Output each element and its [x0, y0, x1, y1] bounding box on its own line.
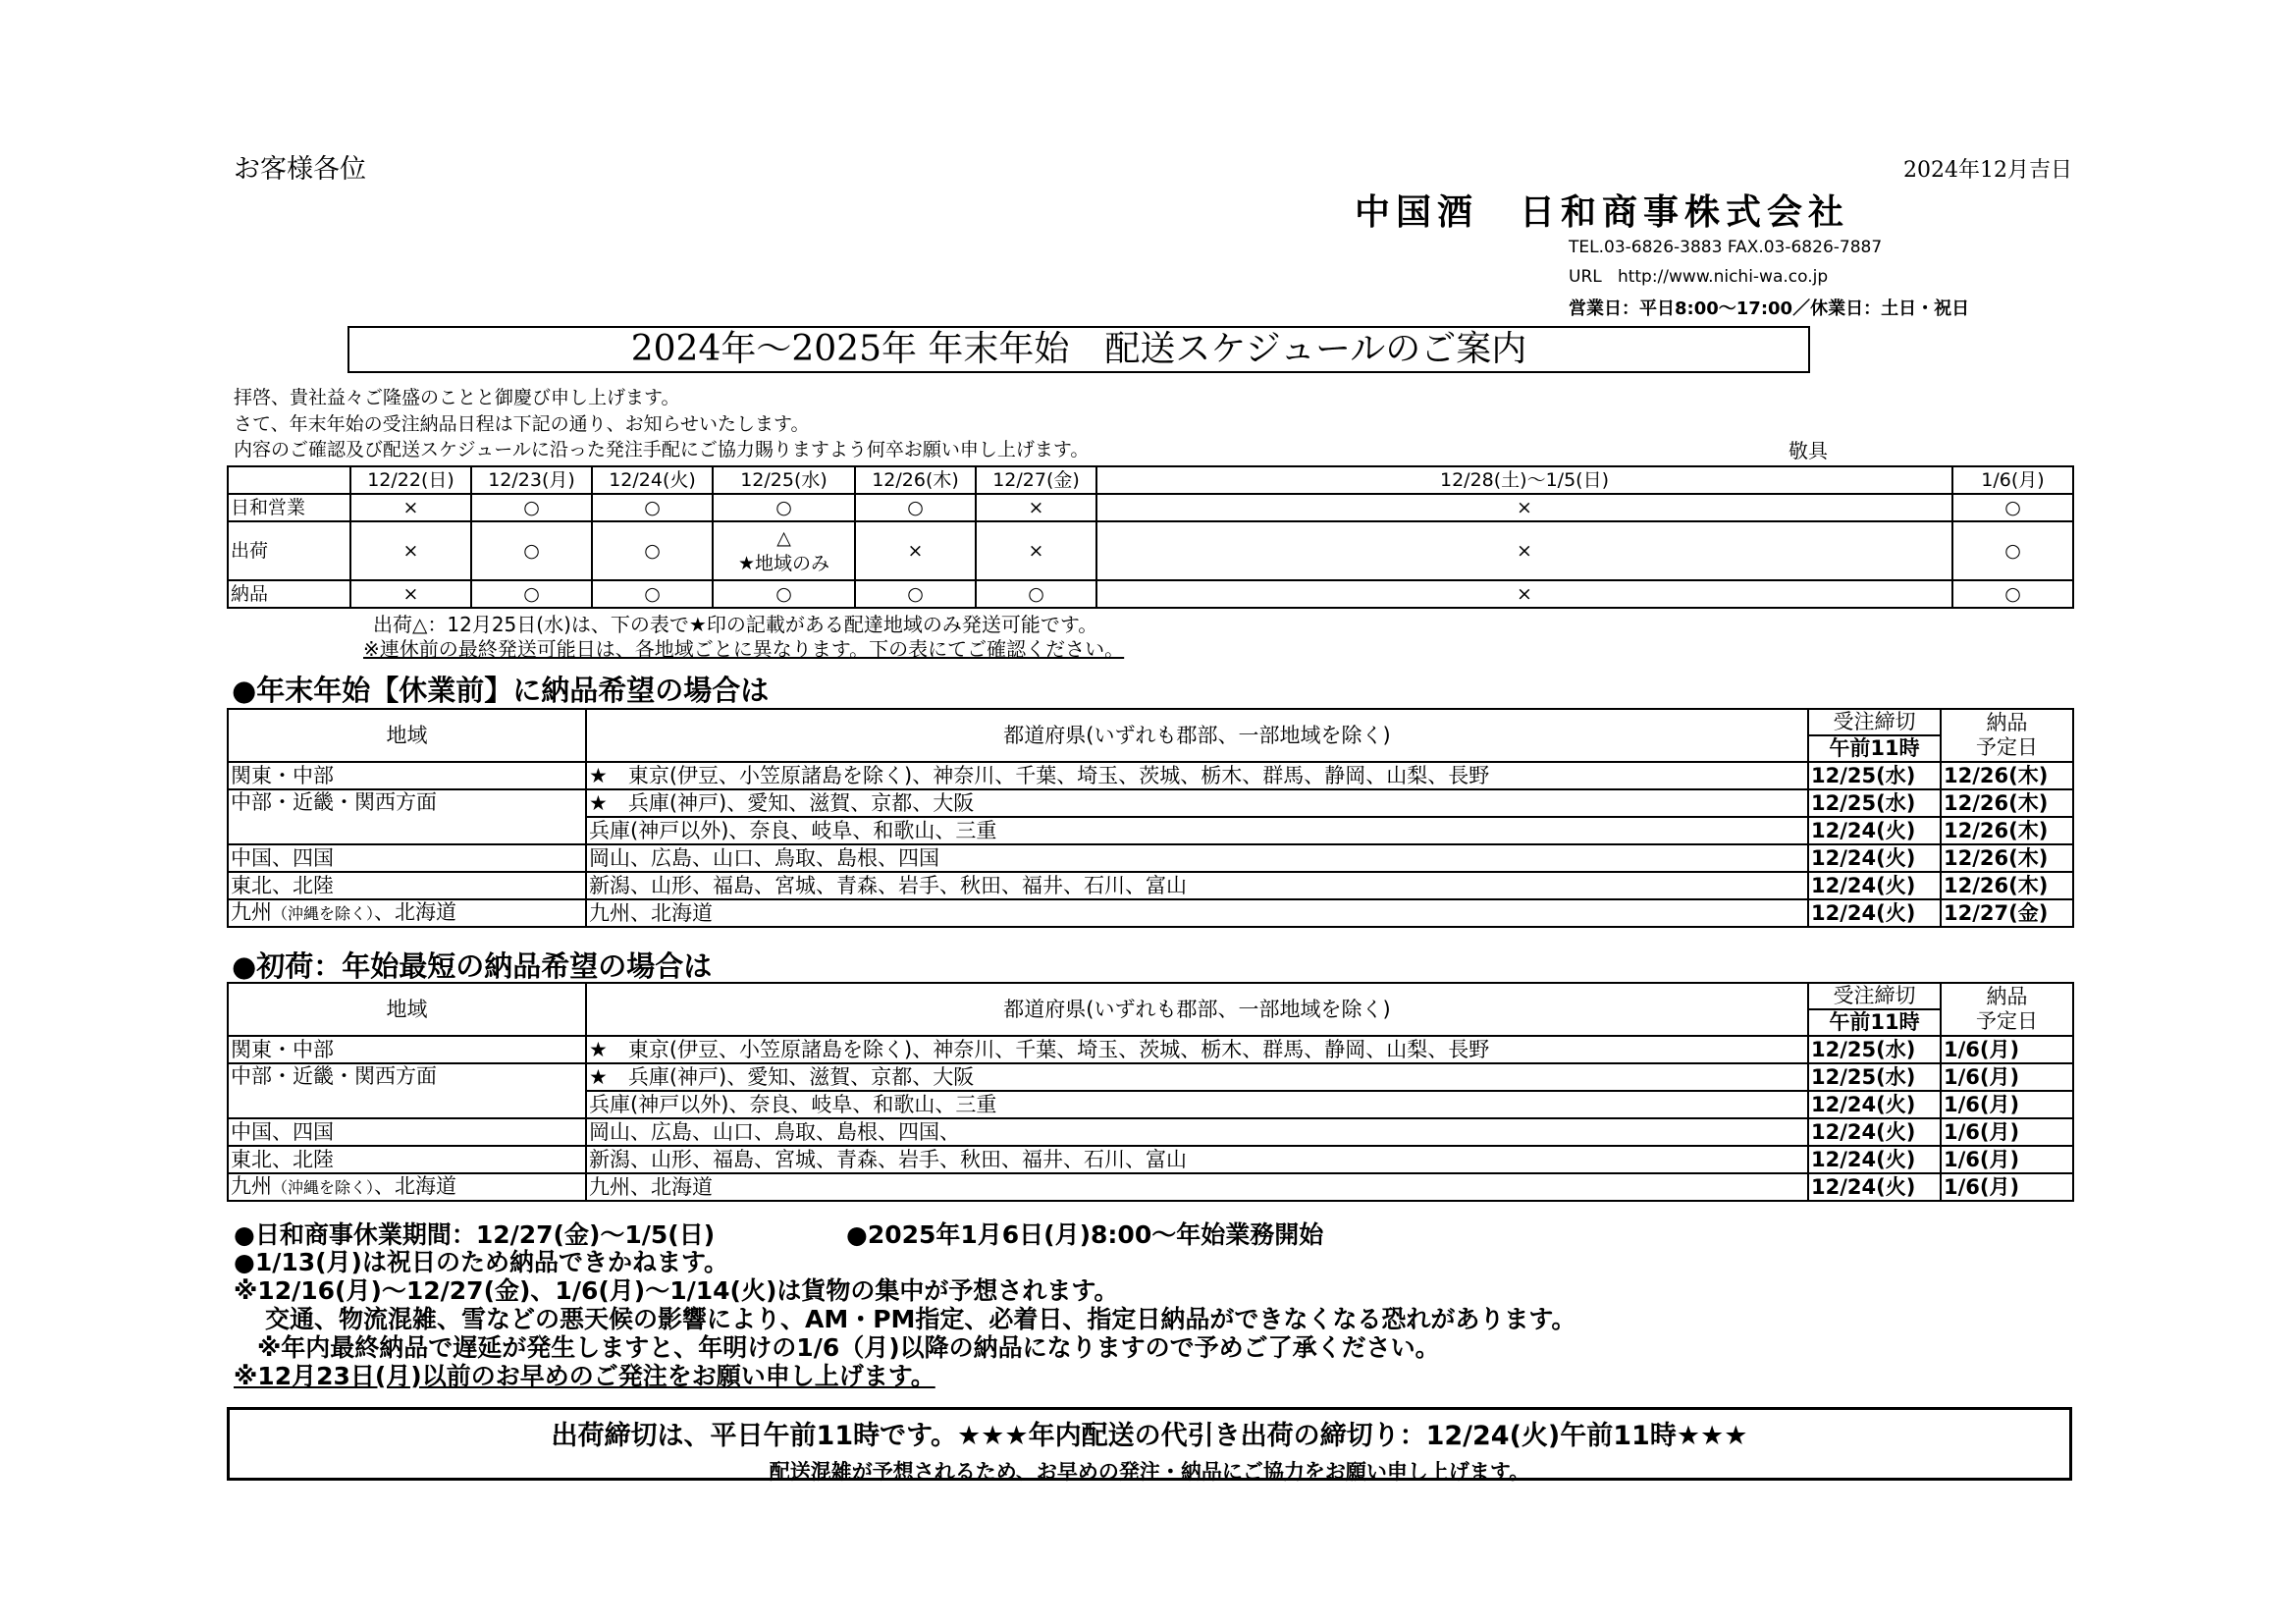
- prefecture-cell: 新潟、山形、福島、宮城、青森、岩手、秋田、福井、石川、富山: [586, 872, 1808, 899]
- calendar-cell: ○: [976, 580, 1096, 608]
- cutoff-cell: 12/25(水): [1808, 762, 1941, 789]
- cutoff-cell: 12/25(水): [1808, 1063, 1941, 1091]
- delivery-cell: 1/6(月): [1941, 1173, 2073, 1201]
- calendar-date: 12/23(月): [471, 466, 592, 494]
- intro-line: 拝啓、貴社益々ご隆盛のことと御慶び申し上げます。: [234, 387, 680, 408]
- region-name: 九州: [231, 900, 272, 924]
- calendar-header-row: [228, 466, 2073, 494]
- contact-url: URL http://www.nichi-wa.co.jp: [1569, 267, 1829, 287]
- closing: 敬具: [1789, 439, 1828, 462]
- calendar-cell: ○: [471, 521, 592, 580]
- footer-note: ●1/13(月)は祝日のため納品できかねます。: [234, 1248, 728, 1276]
- calendar-cell: ×: [1096, 580, 1952, 608]
- table-row: [228, 1173, 2073, 1201]
- calendar-cell: ×: [350, 521, 471, 580]
- intro-line: 内容のご確認及び配送スケジュールに沿った発注手配にご協力賜りますよう何卒お願い申し上げます。: [234, 439, 1090, 460]
- calendar-cell: ○: [855, 580, 976, 608]
- calendar-cell: ×: [976, 494, 1096, 521]
- delivery-cell: 12/26(木): [1941, 817, 2073, 844]
- region-tail: 、北海道: [374, 1174, 457, 1198]
- region-exclusion: （沖縄を除く）: [272, 1178, 375, 1197]
- prefecture-cell: ★ 兵庫(神戸)、愛知、滋賀、京都、大阪: [586, 1063, 1808, 1091]
- cutoff-cell: 12/24(火): [1808, 817, 1941, 844]
- delivery-cell: 12/26(木): [1941, 789, 2073, 817]
- shipping-cutoff-text: 出荷締切は、平日午前11時です。★★★年内配送の代引き出荷の締切り：12/24(火)午前11時★★★: [551, 1421, 1748, 1451]
- shipping-cutoff-subtext: 配送混雑が予想されるため、お早めの発注・納品にご協力をお願い申し上げます。: [769, 1460, 1530, 1484]
- calendar-cell: ○: [1952, 521, 2073, 580]
- table-row: [228, 1146, 2073, 1173]
- prefecture-cell: 九州、北海道: [586, 1173, 1808, 1201]
- calendar-cell: ○: [592, 521, 713, 580]
- section-heading: ●初荷：年始最短の納品希望の場合は: [232, 949, 713, 983]
- header-delivery-sub: 予定日: [1976, 735, 2038, 759]
- region-cell: 東北、北陸: [228, 872, 586, 899]
- calendar-date: 12/28(土)～1/5(日): [1096, 466, 1952, 494]
- region-cell: 中部・近畿・関西方面: [228, 789, 586, 844]
- delivery-cell: 1/6(月): [1941, 1063, 2073, 1091]
- cutoff-cell: 12/25(水): [1808, 789, 1941, 817]
- cutoff-cell: 12/24(火): [1808, 1173, 1941, 1201]
- table-row: [228, 1063, 2073, 1091]
- table-row: [228, 844, 2073, 872]
- table-row: [228, 872, 2073, 899]
- region-cell: [228, 1173, 586, 1201]
- footer-note: ※12/16(月)～12/27(金)、1/6(月)～1/14(火)は貨物の集中が予想されます。: [234, 1276, 1119, 1305]
- calendar-row-label: 納品: [228, 580, 350, 608]
- header-delivery-label: 納品: [1986, 711, 2028, 734]
- calendar-date: 1/6(月): [1952, 466, 2073, 494]
- page-title: 2024年～2025年 年末年始 配送スケジュールのご案内: [347, 326, 1810, 373]
- cutoff-cell: 12/24(火): [1808, 1091, 1941, 1118]
- footer-note: ※年内最終納品で遅延が発生しますと、年明けの1/6（月)以降の納品になりますので予めご了承ください。: [257, 1333, 1440, 1362]
- header-delivery-sub: 予定日: [1976, 1009, 2038, 1033]
- prefecture-cell: ★ 兵庫(神戸)、愛知、滋賀、京都、大阪: [586, 789, 1808, 817]
- calendar-date: 12/25(水): [713, 466, 855, 494]
- calendar-date: 12/27(金): [976, 466, 1096, 494]
- calendar-cell-note: ★地域のみ: [737, 553, 830, 574]
- region-exclusion: （沖縄を除く）: [272, 904, 375, 923]
- region-cell: 中部・近畿・関西方面: [228, 1063, 586, 1118]
- table-row: [228, 899, 2073, 927]
- header-cutoff-label: 受注締切: [1809, 984, 1940, 1010]
- footer-holiday-period: ●日和商事休業期間：12/27(金)～1/5(日): [234, 1220, 716, 1249]
- calendar-cell: ×: [855, 521, 976, 580]
- calendar-cell: ×: [350, 494, 471, 521]
- footer-note: 交通、物流混雑、雪などの悪天候の影響により、AM・PM指定、必着日、指定日納品ができなくなる恐れがあります。: [265, 1305, 1576, 1333]
- prefecture-cell: 兵庫(神戸以外)、奈良、岐阜、和歌山、三重: [586, 1091, 1808, 1118]
- header-cutoff: [1808, 709, 1941, 762]
- cutoff-cell: 12/24(火): [1808, 1146, 1941, 1173]
- delivery-cell: 1/6(月): [1941, 1091, 2073, 1118]
- cutoff-cell: 12/24(火): [1808, 899, 1941, 927]
- header-delivery: [1941, 983, 2073, 1036]
- prefecture-cell: 岡山、広島、山口、鳥取、島根、四国: [586, 844, 1808, 872]
- section-heading: ●年末年始【休業前】に納品希望の場合は: [232, 674, 770, 707]
- region-tail: 、北海道: [374, 900, 457, 924]
- cutoff-cell: 12/25(水): [1808, 1036, 1941, 1063]
- calendar-row-label: 出荷: [228, 521, 350, 580]
- header-cutoff-time: 午前11時: [1829, 736, 1920, 760]
- prefecture-cell: 九州、北海道: [586, 899, 1808, 927]
- header-region: 地域: [228, 983, 586, 1036]
- intro-line: さて、年末年始の受注納品日程は下記の通り、お知らせいたします。: [234, 413, 810, 435]
- delivery-cell: 12/27(金): [1941, 899, 2073, 927]
- delivery-cell: 12/26(木): [1941, 844, 2073, 872]
- calendar-date: 12/24(火): [592, 466, 713, 494]
- calendar-cell: ○: [713, 580, 855, 608]
- calendar-cell-mark: △: [776, 527, 791, 549]
- calendar-table: [227, 465, 2074, 609]
- prefecture-cell: ★ 東京(伊豆、小笠原諸島を除く)、神奈川、千葉、埼玉、茨城、栃木、群馬、静岡、山梨、長野: [586, 1036, 1808, 1063]
- cutoff-cell: 12/24(火): [1808, 872, 1941, 899]
- calendar-cell: ○: [713, 494, 855, 521]
- delivery-cell: 1/6(月): [1941, 1146, 2073, 1173]
- footer-note: ※12月23日(月)以前のお早めのご発注をお願い申し上げます。: [234, 1362, 935, 1390]
- recipient: お客様各位: [234, 154, 366, 185]
- table-row: [228, 1036, 2073, 1063]
- region-cell: 東北、北陸: [228, 1146, 586, 1173]
- document-date: 2024年12月吉日: [1903, 158, 2072, 183]
- calendar-row-label: 日和営業: [228, 494, 350, 521]
- calendar-cell: ○: [471, 494, 592, 521]
- calendar-cell: ×: [1096, 521, 1952, 580]
- delivery-cell: 12/26(木): [1941, 762, 2073, 789]
- calendar-cell: ○: [471, 580, 592, 608]
- region-cell: 中国、四国: [228, 844, 586, 872]
- business-hours: 営業日：平日8:00～17:00／休業日：土日・祝日: [1569, 298, 1970, 319]
- shipping-cutoff-box: [227, 1407, 2072, 1484]
- prefecture-cell: 新潟、山形、福島、宮城、青森、岩手、秋田、福井、石川、富山: [586, 1146, 1808, 1173]
- delivery-cell: 1/6(月): [1941, 1118, 2073, 1146]
- calendar-cell: ○: [592, 580, 713, 608]
- schedule-table-before-holiday: [227, 708, 2074, 928]
- region-cell: [228, 899, 586, 927]
- calendar-cell: ○: [855, 494, 976, 521]
- header-delivery-label: 納品: [1986, 985, 2028, 1008]
- region-cell: 中国、四国: [228, 1118, 586, 1146]
- footer-business-start: ●2025年1月6日(月)8:00～年始業務開始: [846, 1220, 1324, 1249]
- calendar-date: 12/26(木): [855, 466, 976, 494]
- region-name: 九州: [231, 1174, 272, 1198]
- calendar-cell: ○: [1952, 580, 2073, 608]
- calendar-cell: ×: [1096, 494, 1952, 521]
- calendar-cell: ○: [1952, 494, 2073, 521]
- table-row: [228, 1118, 2073, 1146]
- table-header-row: [228, 983, 2073, 1036]
- calendar-cell: [713, 521, 855, 580]
- calendar-row-delivery: [228, 580, 2073, 608]
- company-name: 中国酒 日和商事株式会社: [1355, 191, 1850, 233]
- delivery-cell: 12/26(木): [1941, 872, 2073, 899]
- header-region: 地域: [228, 709, 586, 762]
- table-row: [228, 789, 2073, 817]
- cutoff-cell: 12/24(火): [1808, 844, 1941, 872]
- cutoff-cell: 12/24(火): [1808, 1118, 1941, 1146]
- header-delivery: [1941, 709, 2073, 762]
- calendar-row-shipping: [228, 521, 2073, 580]
- table-row: [228, 762, 2073, 789]
- region-cell: 関東・中部: [228, 762, 586, 789]
- calendar-row-business: [228, 494, 2073, 521]
- calendar-cell: ○: [592, 494, 713, 521]
- calendar-note: 出荷△：12月25日(水)は、下の表で★印の記載がある配達地域のみ発送可能です。: [373, 613, 1098, 636]
- calendar-cell: ×: [350, 580, 471, 608]
- calendar-date: 12/22(日): [350, 466, 471, 494]
- calendar-cell: ×: [976, 521, 1096, 580]
- prefecture-cell: 兵庫(神戸以外)、奈良、岐阜、和歌山、三重: [586, 817, 1808, 844]
- delivery-cell: 1/6(月): [1941, 1036, 2073, 1063]
- region-cell: 関東・中部: [228, 1036, 586, 1063]
- prefecture-cell: 岡山、広島、山口、鳥取、島根、四国、: [586, 1118, 1808, 1146]
- contact-tel: TEL.03-6826-3883 FAX.03-6826-7887: [1569, 238, 1883, 257]
- calendar-corner: [228, 466, 350, 494]
- schedule-table-new-year: [227, 982, 2074, 1202]
- table-header-row: [228, 709, 2073, 762]
- header-cutoff: [1808, 983, 1941, 1036]
- prefecture-cell: ★ 東京(伊豆、小笠原諸島を除く)、神奈川、千葉、埼玉、茨城、栃木、群馬、静岡、山梨、長野: [586, 762, 1808, 789]
- calendar-note: ※連休前の最終発送可能日は、各地域ごとに異なります。下の表にてご確認ください。: [363, 637, 1125, 661]
- header-cutoff-time: 午前11時: [1829, 1010, 1920, 1034]
- header-prefecture: 都道府県(いずれも郡部、一部地域を除く): [586, 709, 1808, 762]
- header-prefecture: 都道府県(いずれも郡部、一部地域を除く): [586, 983, 1808, 1036]
- header-cutoff-label: 受注締切: [1809, 710, 1940, 736]
